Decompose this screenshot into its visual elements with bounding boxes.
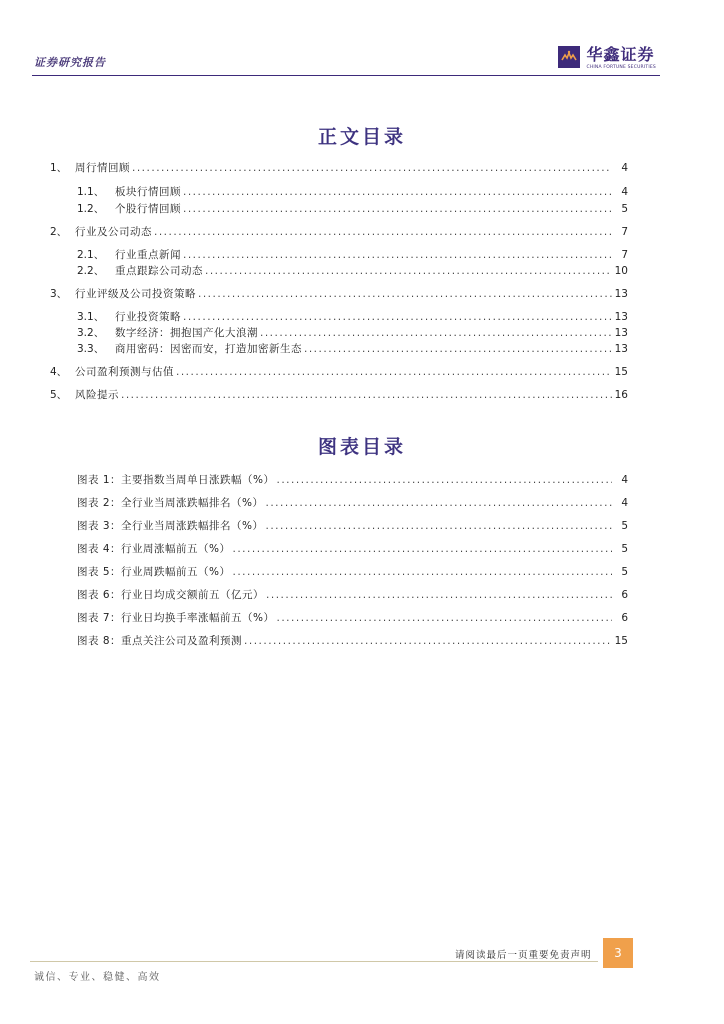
toc-leader-dots xyxy=(183,311,612,323)
toc-item-number: 1、 xyxy=(50,162,68,174)
toc-leader-dots xyxy=(121,389,612,401)
logo-chinese-name: 华鑫证券 xyxy=(586,45,655,64)
figure-item-label: 图表 5：行业周跌幅前五（%） xyxy=(77,566,231,578)
toc-item-page: 13 xyxy=(614,288,628,300)
header-divider xyxy=(32,75,660,76)
page-number-badge: 3 xyxy=(603,938,633,968)
disclaimer-note: 请阅读最后一页重要免责声明 xyxy=(455,950,592,961)
toc-leader-dots xyxy=(183,203,612,215)
toc-leader-dots xyxy=(176,366,612,378)
toc-leader-dots xyxy=(154,226,612,238)
toc-item[interactable] xyxy=(50,160,628,174)
figure-item-label: 图表 2：全行业当周涨跌幅排名（%） xyxy=(77,497,264,509)
figure-item-label: 图表 7：行业日均换手率涨幅前五（%） xyxy=(77,612,275,624)
figure-item-page: 5 xyxy=(621,543,628,555)
toc-item-label: 商用密码：因密而安，打造加密新生态 xyxy=(115,343,302,355)
toc-item[interactable] xyxy=(50,263,628,277)
figure-item-page: 4 xyxy=(621,474,628,486)
toc-item-label: 行业评级及公司投资策略 xyxy=(75,288,196,300)
toc-item-label: 行业投资策略 xyxy=(115,311,181,323)
logo-text xyxy=(586,46,656,70)
toc-item-label: 公司盈利预测与估值 xyxy=(75,366,174,378)
toc-item-label: 重点跟踪公司动态 xyxy=(115,265,203,277)
toc-leader-dots xyxy=(266,497,613,509)
toc-item-number: 2.1、 xyxy=(77,249,105,261)
figure-item-page: 5 xyxy=(621,566,628,578)
toc-item-page: 13 xyxy=(614,327,628,339)
toc-item[interactable] xyxy=(50,201,628,215)
toc-item[interactable] xyxy=(50,286,628,300)
toc-item-number: 1.1、 xyxy=(77,186,105,198)
toc-item-page: 5 xyxy=(621,203,628,215)
toc-leader-dots xyxy=(304,343,612,355)
figure-item[interactable] xyxy=(77,587,628,601)
toc-leader-dots xyxy=(260,327,612,339)
footer-divider xyxy=(30,961,598,962)
toc-item-label: 行业重点新闻 xyxy=(115,249,181,261)
toc-item-page: 13 xyxy=(614,343,628,355)
figure-item[interactable] xyxy=(77,541,628,555)
company-logo xyxy=(558,46,656,70)
figure-item-label: 图表 6：行业日均成交额前五（亿元） xyxy=(77,589,265,601)
toc-item-page: 15 xyxy=(614,366,628,378)
toc-item[interactable] xyxy=(50,364,628,378)
toc-item-page: 4 xyxy=(621,162,628,174)
toc-item[interactable] xyxy=(50,247,628,261)
figure-item[interactable] xyxy=(77,472,628,486)
toc-leader-dots xyxy=(277,612,613,624)
toc-item-number: 2.2、 xyxy=(77,265,105,277)
toc-item-number: 2、 xyxy=(50,226,68,238)
toc-leader-dots xyxy=(132,162,612,174)
toc-item-label: 周行情回顾 xyxy=(75,162,130,174)
figure-item[interactable] xyxy=(77,610,628,624)
toc-leader-dots xyxy=(244,635,612,647)
toc-leader-dots xyxy=(198,288,612,300)
toc-leader-dots xyxy=(233,566,613,578)
toc-item-number: 4、 xyxy=(50,366,68,378)
toc-item-page: 7 xyxy=(621,249,628,261)
figure-item-page: 4 xyxy=(621,497,628,509)
figure-item-label: 图表 3：全行业当周涨跌幅排名（%） xyxy=(77,520,264,532)
toc-leader-dots xyxy=(205,265,612,277)
toc-item-number: 1.2、 xyxy=(77,203,105,215)
toc-item-label: 行业及公司动态 xyxy=(75,226,152,238)
toc-item[interactable] xyxy=(50,341,628,355)
toc-item-number: 3.1、 xyxy=(77,311,105,323)
figure-item[interactable] xyxy=(77,633,628,647)
toc-item[interactable] xyxy=(50,184,628,198)
toc-leader-dots xyxy=(183,249,612,261)
figure-item-label: 图表 4：行业周涨幅前五（%） xyxy=(77,543,231,555)
toc-item-page: 4 xyxy=(621,186,628,198)
contents-title: 正文目录 xyxy=(317,126,406,148)
figure-item-page: 6 xyxy=(621,589,628,601)
toc-item-page: 7 xyxy=(621,226,628,238)
logo-mark-icon xyxy=(558,46,580,68)
toc-item-number: 5、 xyxy=(50,389,68,401)
figure-item-page: 15 xyxy=(614,635,628,647)
toc-leader-dots xyxy=(233,543,613,555)
figure-item-page: 5 xyxy=(621,520,628,532)
toc-item-label: 个股行情回顾 xyxy=(115,203,181,215)
toc-leader-dots xyxy=(266,589,612,601)
toc-leader-dots xyxy=(266,520,613,532)
figure-item-page: 6 xyxy=(621,612,628,624)
figures-title: 图表目录 xyxy=(317,436,406,458)
toc-item[interactable] xyxy=(50,387,628,401)
page-header xyxy=(32,44,660,76)
toc-item[interactable] xyxy=(50,325,628,339)
toc-item-label: 数字经济：拥抱国产化大浪潮 xyxy=(115,327,258,339)
toc-item-number: 3.3、 xyxy=(77,343,105,355)
toc-item-label: 风险提示 xyxy=(75,389,119,401)
report-type-label: 证券研究报告 xyxy=(34,56,106,69)
toc-item-number: 3.2、 xyxy=(77,327,105,339)
figure-item[interactable] xyxy=(77,564,628,578)
toc-leader-dots xyxy=(277,474,613,486)
figure-item-label: 图表 8：重点关注公司及盈利预测 xyxy=(77,635,243,647)
figure-item[interactable] xyxy=(77,495,628,509)
toc-item-number: 3、 xyxy=(50,288,68,300)
toc-item[interactable] xyxy=(50,309,628,323)
figure-item-label: 图表 1：主要指数当周单日涨跌幅（%） xyxy=(77,474,275,486)
toc-item-label: 板块行情回顾 xyxy=(115,186,181,198)
company-slogan: 诚信、专业、稳健、高效 xyxy=(34,972,161,983)
toc-leader-dots xyxy=(183,186,612,198)
toc-item-page: 10 xyxy=(614,265,628,277)
toc-item[interactable] xyxy=(50,224,628,238)
toc-item-page: 16 xyxy=(614,389,628,401)
toc-item-page: 13 xyxy=(614,311,628,323)
logo-english-name: CHINA FORTUNE SECURITIES xyxy=(586,65,656,70)
figure-item[interactable] xyxy=(77,518,628,532)
